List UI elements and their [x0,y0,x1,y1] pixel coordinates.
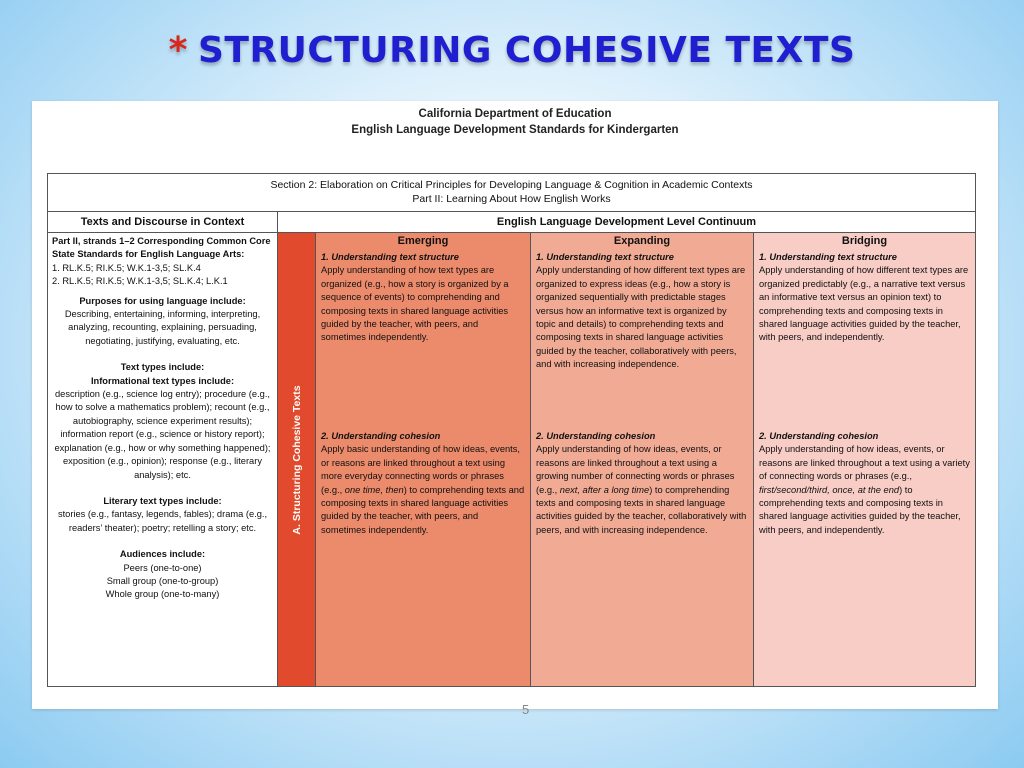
audience-small-group: Small group (one-to-group) [106,575,219,586]
emerging-heading: Emerging [397,235,449,247]
informational-heading: Informational text types include: [90,375,235,386]
purposes-text: Describing, entertaining, informing, interpreting, analyzing, recounting, explaining, persuading, negotiating, justifying, evaluating, etc. [64,309,261,346]
expanding-sub1: 1. Understanding text structure [536,252,674,262]
continuum-header: English Language Development Level Continuum [278,212,976,233]
standards-item-1: 1. RL.K.5; RI.K.5; W.K.1-3,5; SL.K.4 [52,262,201,273]
literary-text: stories (e.g., fantasy, legends, fables); drama (e.g., readers’ theater); poetry; retelling a story; etc. [57,509,268,533]
bridging-column [754,233,976,687]
purposes-heading: Purposes for using language include: [79,295,246,306]
standards-list [52,262,273,289]
emerging-sub1: 1. Understanding text structure [321,252,459,262]
emerging-column [316,233,531,687]
title-star: * [168,30,188,71]
section-heading [47,173,976,212]
expanding-column [531,233,754,687]
literary-heading: Literary text types include: [103,495,222,506]
text-types-heading: Text types include: [120,362,205,373]
audience-peers: Peers (one-to-one) [123,562,202,573]
strand-label-bar [278,233,316,687]
section-line1: Section 2: Elaboration on Critical Principles for Developing Language & Cognition in Academic Contexts [270,179,753,191]
bridging-text2: Apply understanding of how ideas, events, or reasons are linked throughout a text using a variety of connecting words or phrases (e.g., first/second/third, once, at the end) to comprehending texts and composing texts in shared language activities guided by the teacher, with peers, and independently. [759,444,970,535]
expanding-sub2: 2. Understanding cohesion [536,431,656,441]
emerging-sub2: 2. Understanding cohesion [321,431,441,441]
standards-intro: Part II, strands 1–2 Corresponding Common Core State Standards for English Language Arts: [52,236,271,260]
standards-item-2: 2. RL.K.5; RI.K.5; W.K.1-3,5; SL.K.4; L.K.1 [52,276,228,287]
left-column-header: Texts and Discourse in Context [47,212,278,233]
texts-discourse-column [47,233,278,687]
bridging-cohesion [759,430,970,537]
emerging-text2: Apply basic understanding of how ideas, events, or reasons are linked throughout a text using more everyday connecting words or phrases (e.g., one time, then) to comprehending texts and composing texts in shared language activities guided by the teacher, with peers, and sometimes independently. [321,444,525,535]
bridging-sub2: 2. Understanding cohesion [759,431,879,441]
emerging-cohesion [321,430,525,537]
standards-document [32,101,998,709]
bridging-text1: Apply understanding of how different text types are organized predictably (e.g., a narrative text versus an informative text versus an opinion text) to comprehending texts and composing texts in shared language activities guided by the teacher, with peers, and independently. [759,265,969,343]
audiences-heading: Audiences include: [119,549,206,560]
header-line1: California Department of Education [418,108,612,120]
expanding-text2: Apply understanding of how ideas, events, or reasons are linked throughout a text using a growing number of connecting words or phrases (e.g., next, after a long time) to comprehending texts and composing texts in shared language activities guided by the teacher, collaboratively with peers, and with increasing independence. [536,444,747,535]
bridging-heading: Bridging [841,235,888,247]
expanding-cohesion [536,430,748,537]
document-header [32,106,998,138]
expanding-text1: Apply understanding of how different text types are organized to express ideas (e.g., how a story is organized sequentially with predictable stages versus how an informative text is organized by topic and details) to comprehending texts and composing texts in shared language activities guided by the teacher, collaboratively with peers, and with increasing independence. [536,265,746,370]
audience-whole-group: Whole group (one-to-many) [105,589,220,600]
page-number: 5 [522,702,530,717]
slide-title [0,30,1024,71]
bridging-sub1: 1. Understanding text structure [759,252,897,262]
title-text: STRUCTURING COHESIVE TEXTS [197,30,856,71]
header-line2: English Language Development Standards for Kindergarten [351,124,679,136]
informational-text: description (e.g., science log entry); procedure (e.g., how to solve a mathematics problem); recount (e.g., autobiography, science experiment results); information report (e.g., science or history report); explanation (e.g., how or why something happened); exposition (e.g., opinion); response (e.g., literary analysis); etc. [54,389,271,480]
section-line2: Part II: Learning About How English Works [412,193,611,205]
expanding-heading: Expanding [613,235,671,247]
strand-label: A. Structuring Cohesive Texts [291,385,303,535]
emerging-text1: Apply understanding of how text types are organized (e.g., how a story is organized by a sequence of events) to comprehending and composing texts in shared language activities guided by the teacher, with peers, and sometimes independently. [321,265,509,343]
